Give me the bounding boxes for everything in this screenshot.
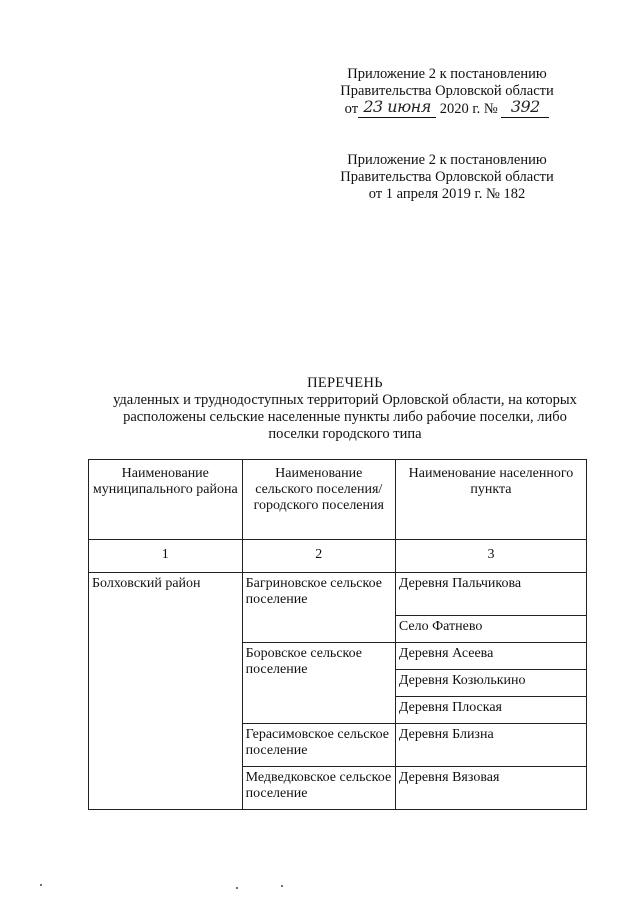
appendix-block-previous [322,152,572,203]
settlement-cell: Боровское сельское поселение [242,643,395,724]
appendix-line: Приложение 2 к постановлению [347,66,547,82]
appendix-year-label: 2020 г. № [439,101,498,117]
appendix-line: Правительства Орловской области [340,83,554,99]
header-district: Наименование муниципального района [89,460,243,540]
locality-cell: Деревня Плоская [395,697,586,724]
title-heading: ПЕРЕЧЕНЬ [307,375,383,391]
appendix-date-line [322,97,572,118]
table-row [89,573,587,616]
column-number: 1 [89,540,243,573]
locality-cell: Село Фатнево [395,616,586,643]
locality-cell: Деревня Вязовая [395,767,586,810]
title-line: поселки городского типа [268,426,422,442]
handwritten-number-field [501,97,549,118]
locality-cell: Деревня Пальчикова [395,573,586,616]
title-line: расположены сельские населенные пункты либо рабочие поселки, либо [123,409,567,425]
document-title [90,375,600,443]
header-settlement: Наименование сельского поселения/городского поселения [242,460,395,540]
handwritten-date-field [358,97,436,118]
locality-cell: Деревня Асеева [395,643,586,670]
settlement-cell: Медведковское сельское поселение [242,767,395,810]
header-locality: Наименование населенного пункта [395,460,586,540]
scan-speck [236,887,238,889]
column-number: 3 [395,540,586,573]
title-line: удаленных и труднодоступных территорий Орловской области, на которых [113,392,577,408]
column-number-row [89,540,587,573]
table-header-row [89,460,587,540]
settlement-cell: Багриновское сельское поселение [242,573,395,643]
appendix-date-prefix: от [344,101,359,117]
column-number: 2 [242,540,395,573]
handwritten-number: 392 [510,97,540,116]
scan-speck [40,884,42,886]
settlement-cell: Герасимовское сельское поселение [242,724,395,767]
locality-cell: Деревня Близна [395,724,586,767]
territories-table [88,459,587,810]
appendix-line: Приложение 2 к постановлению [347,152,547,168]
scan-speck [281,885,283,887]
handwritten-date: 23 июня [363,97,431,116]
district-cell: Болховский район [89,573,243,810]
locality-cell: Деревня Козюлькино [395,670,586,697]
appendix-block-current [322,66,572,118]
appendix-line: от 1 апреля 2019 г. № 182 [368,186,526,202]
appendix-line: Правительства Орловской области [340,169,554,185]
